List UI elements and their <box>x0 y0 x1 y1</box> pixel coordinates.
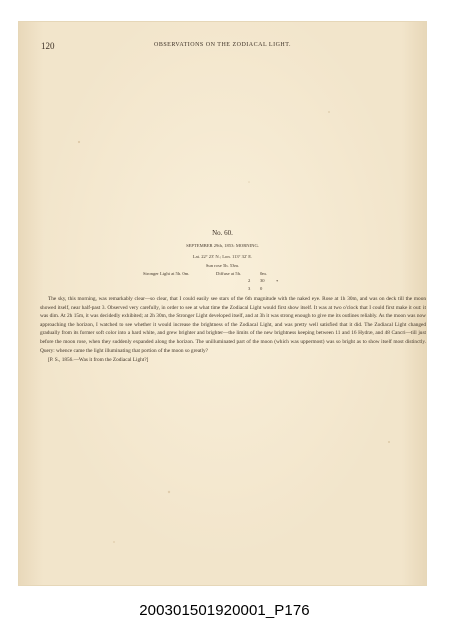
hour-2: 2 <box>248 278 251 283</box>
page-number: 120 <box>41 41 55 51</box>
running-head-title: OBSERVATIONS ON THE ZODIACAL LIGHT. <box>154 42 291 48</box>
body-text <box>40 295 426 365</box>
book-page <box>19 22 426 585</box>
scan-caption: 200301501920001_P176 <box>139 602 310 619</box>
star-mark: * <box>276 279 279 284</box>
diffuse-label: Diffuse at 5h. <box>216 271 242 276</box>
hour-3: 3 <box>248 286 251 291</box>
minutes-30: 30 <box>260 278 265 283</box>
stronger-light-label: Stronger Light at 5h. 0m. <box>143 271 190 276</box>
entry-date-line: SEPTEMBER 29th, 1853: MORNING. <box>186 243 259 248</box>
postscript-note: [P. S., 1856.—Was it from the Zodiacal Light?] <box>48 357 149 364</box>
entry-position-line: Lat. 22° 23' N.; Lon. 113° 32' E. <box>192 254 253 259</box>
sun-rose-line: Sun rose 5h. 53m. <box>205 263 240 268</box>
running-head <box>41 41 421 53</box>
entry-number: No. 60. <box>212 229 233 237</box>
minutes-3-0: 0 <box>260 286 263 291</box>
observation-paragraph: The sky, this morning, was remarkably clear—so clear, that I could easily see stars of the 6th magnitude with the naked eye. Rose at 1h 30m, and was on deck till the moon showed itself, near half-past 3. Observed very carefully, in order to see at what time the Zodiacal Light would first show itself. It was at two o'clock that I could first make it out: it was dim. At 2h 15m, it was decidedly exhibited; at 2h 30m, the Stronger Light developed itself, and at 3h it was strong enough to give me its outlines reliably. As the moon was now approaching the horizon, I watched to see whether it would increase the brightness of the Zodiacal Light, and was pretty well satisfied that it did. The Zodiacal Light changed gradually from its former soft color into a hard white, and grew brighter and brighter—the limits of the new brightness keeping between 11 and 16 Hydræ, and 48 Cancri—till just before the moon rose, when they suddenly expanded along the horizon. The unilluminated part of the moon (which was uppermost) was so bright as to show itself most distinctly. Query: whence came the light illuminating that portion of the moon so greatly? <box>40 296 426 354</box>
minutes-0: 0m. <box>260 271 268 276</box>
